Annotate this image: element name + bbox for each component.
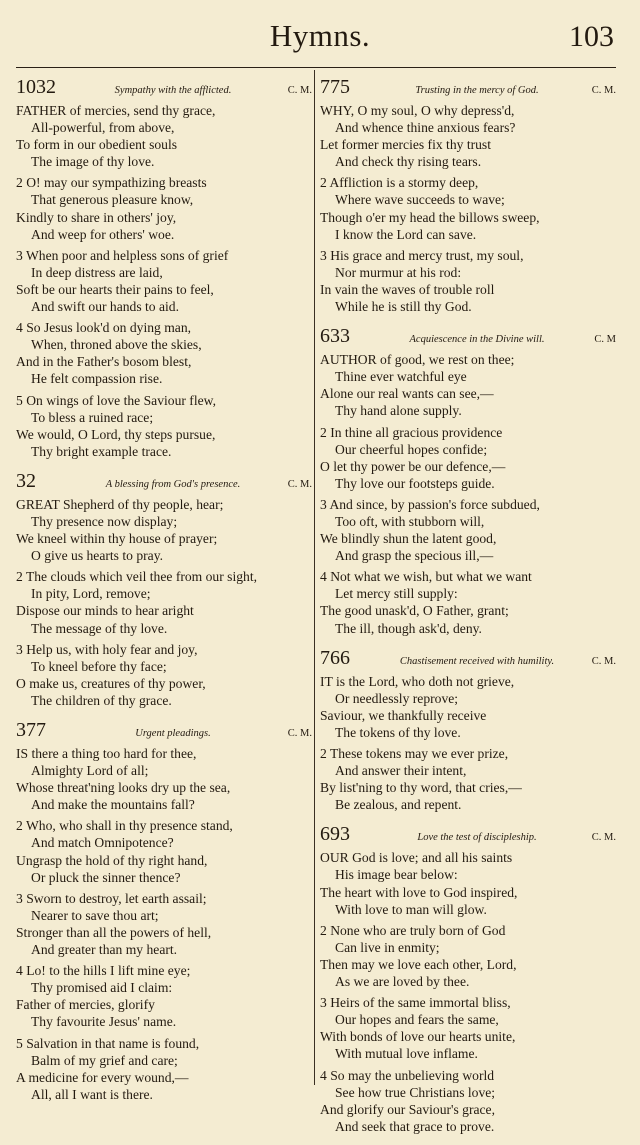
verse-line: The good unask'd, O Father, grant; — [320, 603, 509, 619]
hymn-meter: C. M. — [287, 728, 312, 739]
verse-line: IS there a thing too hard for thee, — [16, 746, 197, 761]
verse-line: His image bear below: — [335, 867, 458, 883]
hymn-number: 377 — [16, 719, 46, 741]
verse-line: Thy favourite Jesus' name. — [31, 1014, 177, 1030]
hymn-meter: C. M. — [287, 85, 312, 96]
hymn-subject: Chastisement received with humility. — [399, 655, 555, 667]
verse-line: 2 Affliction is a stormy deep, — [320, 175, 479, 191]
verse-line: In pity, Lord, remove; — [31, 586, 151, 602]
hymn-meter: C. M. — [591, 655, 616, 667]
hymn-subject: Sympathy with the afflicted. — [114, 85, 232, 96]
verse — [16, 247, 312, 315]
hymn-subject: Love the test of discipleship. — [417, 832, 537, 844]
verse — [320, 174, 616, 242]
verse-line: Or needlessly reprove; — [335, 690, 459, 706]
verse-line: Too oft, with stubborn will, — [335, 513, 485, 529]
verse-line: When, throned above the skies, — [31, 337, 202, 353]
verse-line: We blindly shun the latent good, — [320, 531, 497, 547]
verse-line: 5 Salvation in that name is found, — [16, 1035, 200, 1051]
verse-line: With mutual love inflame. — [335, 1046, 478, 1062]
right-column — [320, 76, 616, 1145]
verse-line: The children of thy grace. — [31, 692, 172, 708]
verse-line: And match Omnipotence? — [31, 835, 174, 851]
verse-line: O make us, creatures of thy power, — [16, 675, 206, 691]
hymn-subject: A blessing from God's presence. — [105, 478, 241, 490]
verse-line: 2 O! may our sympathizing breasts — [16, 175, 207, 191]
verse — [16, 496, 312, 564]
verse-line: Dispose our minds to hear aright — [16, 603, 194, 619]
verse — [16, 641, 312, 709]
verse-line: The tokens of thy love. — [335, 724, 461, 740]
verse-line: 3 Sworn to destroy, let earth assail; — [16, 890, 207, 906]
verse-line: Father of mercies, glorify — [16, 997, 155, 1013]
verse-line: 2 None who are truly born of God — [320, 922, 506, 938]
verse — [320, 994, 616, 1062]
hymn-header — [320, 647, 616, 669]
verse-line: Where wave succeeds to wave; — [335, 192, 505, 208]
verse — [320, 673, 616, 741]
verse — [16, 817, 312, 885]
verse-line: 2 The clouds which veil thee from our sight, — [16, 569, 257, 585]
hymn-header — [320, 325, 616, 347]
verse-line: Nor murmur at his rod: — [335, 264, 462, 280]
verse-line: Be zealous, and repent. — [335, 797, 462, 813]
verse — [16, 890, 312, 958]
verse-line: O give us hearts to pray. — [31, 548, 164, 564]
verse-line: Kindly to share in others' joy, — [16, 209, 177, 225]
verse-line: The image of thy love. — [31, 154, 155, 170]
verse-line: 4 Lo! to the hills I lift mine eye; — [16, 963, 191, 979]
verse-line: And whence thine anxious fears? — [335, 120, 516, 136]
hymn-header — [320, 76, 616, 98]
verse-line: The message of thy love. — [31, 620, 168, 636]
verse-line: To bless a ruined race; — [31, 409, 154, 425]
hymn-header — [16, 76, 312, 98]
verse-line: GREAT Shepherd of thy people, hear; — [16, 496, 224, 512]
verse-line: All-powerful, from above, — [31, 120, 175, 136]
verse — [320, 745, 616, 813]
verse-line: 4 Not what we wish, but what we want — [320, 569, 532, 585]
verse — [16, 102, 312, 170]
verse-line: Thy presence now display; — [31, 513, 178, 529]
verse-line: Alone our real wants can see,— — [320, 386, 494, 402]
verse-line: And answer their intent, — [335, 763, 467, 779]
hymn-subject: Trusting in the mercy of God. — [415, 85, 539, 96]
verse-line: Thy promised aid I claim: — [31, 980, 173, 996]
verse-line: I know the Lord can save. — [335, 226, 477, 242]
verse-line: Thy hand alone supply. — [335, 403, 462, 419]
verse — [16, 568, 312, 636]
verse-line: 3 When poor and helpless sons of grief — [16, 247, 229, 263]
verse-line: Our cheerful hopes confide; — [335, 441, 488, 457]
verse-line: AUTHOR of good, we rest on thee; — [320, 352, 515, 368]
verse-line: 5 On wings of love the Saviour flew, — [16, 392, 216, 408]
verse — [16, 745, 312, 813]
hymn-subject: Urgent pleadings. — [135, 728, 211, 739]
verse-line: IT is the Lord, who doth not grieve, — [320, 673, 515, 689]
verse-line: Let mercy still supply: — [335, 586, 458, 602]
hymn-header — [16, 719, 312, 741]
verse — [16, 319, 312, 387]
header-rule — [16, 67, 616, 68]
verse — [320, 496, 616, 564]
verse-line: As we are loved by thee. — [335, 974, 470, 990]
verse-line: The heart with love to God inspired, — [320, 884, 518, 900]
page-number: 103 — [569, 20, 614, 53]
verse-line: Thy bright example trace. — [31, 443, 172, 459]
verse — [16, 392, 312, 460]
hymn — [16, 719, 312, 1103]
hymn-number: 775 — [320, 76, 350, 98]
verse — [320, 102, 616, 170]
verse-line: The ill, though ask'd, deny. — [335, 620, 482, 636]
verse-line: 4 So Jesus look'd on dying man, — [16, 320, 192, 336]
verse — [320, 1067, 616, 1135]
verse-line: 2 Who, who shall in thy presence stand, — [16, 818, 233, 834]
verse-line: Then may we love each other, Lord, — [320, 956, 517, 972]
verse-line: 3 Help us, with holy fear and joy, — [16, 641, 198, 657]
verse-line: 3 Heirs of the same immortal bliss, — [320, 995, 511, 1011]
left-column — [16, 76, 312, 1113]
verse-line: Thy love our footsteps guide. — [335, 475, 495, 491]
verse-line: See how true Christians love; — [335, 1084, 496, 1100]
verse-line: And check thy rising tears. — [335, 154, 482, 170]
hymn — [320, 823, 616, 1135]
verse-line: FATHER of mercies, send thy grace, — [16, 103, 216, 118]
verse-line: And swift our hands to aid. — [31, 299, 180, 315]
verse-line: And in the Father's bosom blest, — [16, 354, 192, 370]
verse-line: To form in our obedient souls — [16, 137, 178, 153]
verse-line: Ungrasp the hold of thy right hand, — [16, 852, 208, 868]
column-divider — [314, 70, 315, 1085]
hymn — [320, 325, 616, 637]
verse-line: Soft be our hearts their pains to feel, — [16, 281, 214, 297]
verse-line: To kneel before thy face; — [31, 658, 167, 674]
verse — [320, 351, 616, 419]
hymn-number: 766 — [320, 646, 350, 669]
hymn-meter: C. M — [594, 334, 616, 346]
hymn — [16, 76, 312, 460]
verse-line: Saviour, we thankfully receive — [320, 707, 487, 723]
verse-line: And weep for others' woe. — [31, 226, 175, 242]
verse-line: Balm of my grief and care; — [31, 1052, 178, 1068]
verse-line: By list'ning to thy word, that cries,— — [320, 780, 522, 796]
verse — [320, 849, 616, 917]
verse-line: 2 In thine all gracious providence — [320, 424, 503, 440]
hymn-header — [320, 823, 616, 845]
verse-line: And greater than my heart. — [31, 942, 178, 958]
verse-line: WHY, O my soul, O why depress'd, — [320, 103, 515, 118]
page-title: Hymns. — [269, 18, 371, 53]
verse-line: And make the mountains fall? — [31, 797, 195, 813]
hymn-meter: C. M. — [591, 85, 616, 96]
hymn — [16, 470, 312, 709]
verse — [16, 1035, 312, 1103]
verse-line: Thine ever watchful eye — [335, 369, 467, 385]
verse-line: Stronger than all the powers of hell, — [16, 924, 212, 940]
verse-line: A medicine for every wound,— — [16, 1069, 189, 1085]
verse-line: Can live in enmity; — [335, 939, 440, 955]
verse — [320, 922, 616, 990]
verse-line: O let thy power be our defence,— — [320, 458, 506, 474]
verse-line: We kneel within thy house of prayer; — [16, 531, 218, 547]
verse-line: Nearer to save thou art; — [31, 907, 159, 923]
hymn — [320, 76, 616, 315]
verse-line: 3 His grace and mercy trust, my soul, — [320, 247, 524, 263]
verse-line: And seek that grace to prove. — [335, 1118, 495, 1134]
hymn-subject: Acquiescence in the Divine will. — [409, 334, 545, 346]
verse-line: With bonds of love our hearts unite, — [320, 1029, 516, 1045]
hymn-number: 1032 — [16, 76, 56, 98]
verse-line: Though o'er my head the billows sweep, — [320, 209, 540, 225]
hymn-number: 693 — [320, 823, 350, 846]
verse-line: And glorify our Saviour's grace, — [320, 1101, 495, 1117]
hymn-number: 32 — [16, 469, 36, 492]
verse-line: He felt compassion rise. — [31, 371, 163, 387]
hymn — [320, 647, 616, 814]
verse-line: In vain the waves of trouble roll — [320, 281, 495, 297]
verse-line: And grasp the specious ill,— — [335, 548, 494, 564]
verse-line: OUR God is love; and all his saints — [320, 850, 513, 866]
verse-line: We would, O Lord, thy steps pursue, — [16, 426, 216, 442]
hymn-header — [16, 470, 312, 492]
verse-line: Let former mercies fix thy trust — [320, 137, 491, 153]
verse — [320, 424, 616, 492]
verse — [320, 568, 616, 636]
verse-line: 2 These tokens may we ever prize, — [320, 746, 509, 761]
verse-line: Our hopes and fears the same, — [335, 1012, 499, 1028]
verse-line: All, all I want is there. — [31, 1086, 153, 1102]
verse-line: 4 So may the unbelieving world — [320, 1067, 495, 1083]
verse-line: While he is still thy God. — [335, 299, 472, 315]
verse — [320, 247, 616, 315]
verse — [16, 962, 312, 1030]
verse-line: In deep distress are laid, — [31, 264, 163, 280]
verse-line: Whose threat'ning looks dry up the sea, — [16, 780, 231, 796]
verse-line: That generous pleasure know, — [31, 192, 194, 208]
verse-line: With love to man will glow. — [335, 901, 487, 917]
verse — [16, 174, 312, 242]
hymn-meter: C. M. — [591, 832, 616, 844]
verse-line: 3 And since, by passion's force subdued, — [320, 496, 540, 512]
verse-line: Or pluck the sinner thence? — [31, 869, 181, 885]
verse-line: Almighty Lord of all; — [31, 763, 149, 779]
hymn-meter: C. M. — [287, 478, 312, 490]
hymn-number: 633 — [320, 325, 350, 348]
